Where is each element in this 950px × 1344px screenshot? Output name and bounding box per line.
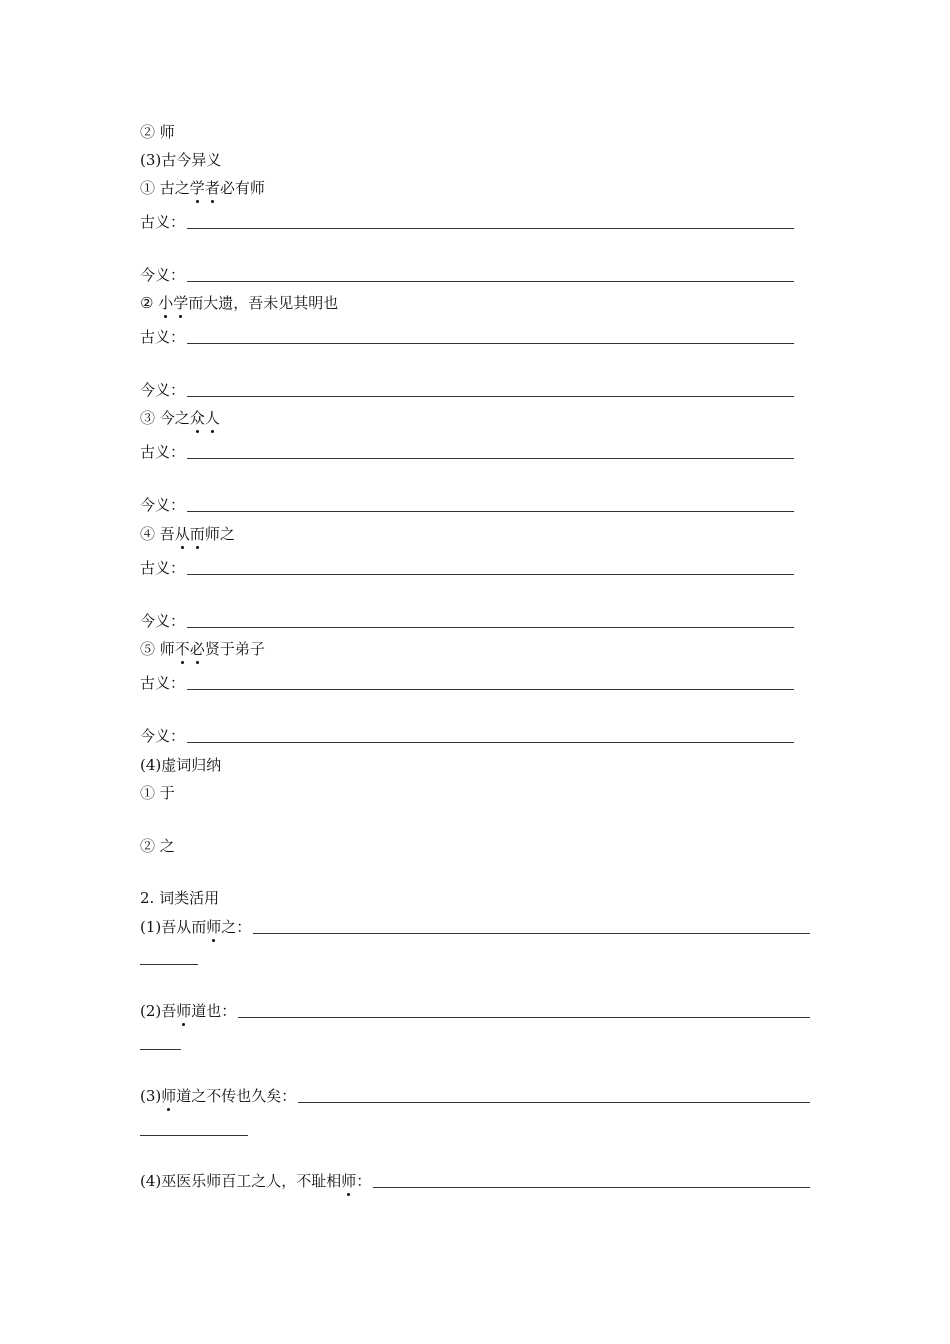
question-5-sentence: ⑤ 师不必贤于弟子: [140, 640, 265, 658]
huoyong-1-blank-continuation[interactable]: [140, 964, 198, 965]
question-3-sentence: ③ 今之众人: [140, 409, 220, 427]
question-4-sentence: ④ 吾从而师之: [140, 525, 235, 543]
question-1-jin-blank[interactable]: 今义：: [140, 265, 794, 285]
section-heading-gujin-yiyi: (3)古今异义: [140, 151, 222, 169]
question-3-jin-blank[interactable]: 今义：: [140, 495, 794, 515]
question-3-gu-blank[interactable]: 古义：: [140, 442, 794, 462]
question-2-jin-blank[interactable]: 今义：: [140, 380, 794, 400]
question-4-jin-blank[interactable]: 今义：: [140, 611, 794, 631]
huoyong-4-blank[interactable]: (4)巫医乐师百工之人，不耻相师：: [140, 1171, 810, 1191]
item-shi: ② 师: [140, 123, 175, 141]
function-word-zhi: ② 之: [140, 837, 175, 855]
question-1-gu-blank[interactable]: 古义：: [140, 212, 794, 232]
section-heading-xuci-guina: (4)虚词归纳: [140, 756, 222, 774]
question-4-gu-blank[interactable]: 古义：: [140, 558, 794, 578]
question-5-jin-blank[interactable]: 今义：: [140, 726, 794, 746]
question-1-sentence: ① 古之学者必有师: [140, 179, 265, 197]
huoyong-3-blank-continuation[interactable]: [140, 1135, 248, 1136]
huoyong-2-blank-continuation[interactable]: [140, 1049, 181, 1050]
function-word-yu: ① 于: [140, 784, 175, 802]
question-5-gu-blank[interactable]: 古义：: [140, 673, 794, 693]
huoyong-2-blank[interactable]: (2)吾师道也：: [140, 1001, 810, 1021]
section-heading-cilei-huoyong: 2. 词类活用: [140, 889, 220, 907]
question-2-sentence: ② 小学而大遗，吾未见其明也: [140, 294, 339, 312]
huoyong-3-blank[interactable]: (3)师道之不传也久矣：: [140, 1086, 810, 1106]
question-2-gu-blank[interactable]: 古义：: [140, 327, 794, 347]
huoyong-1-blank[interactable]: (1)吾从而师之：: [140, 917, 810, 937]
